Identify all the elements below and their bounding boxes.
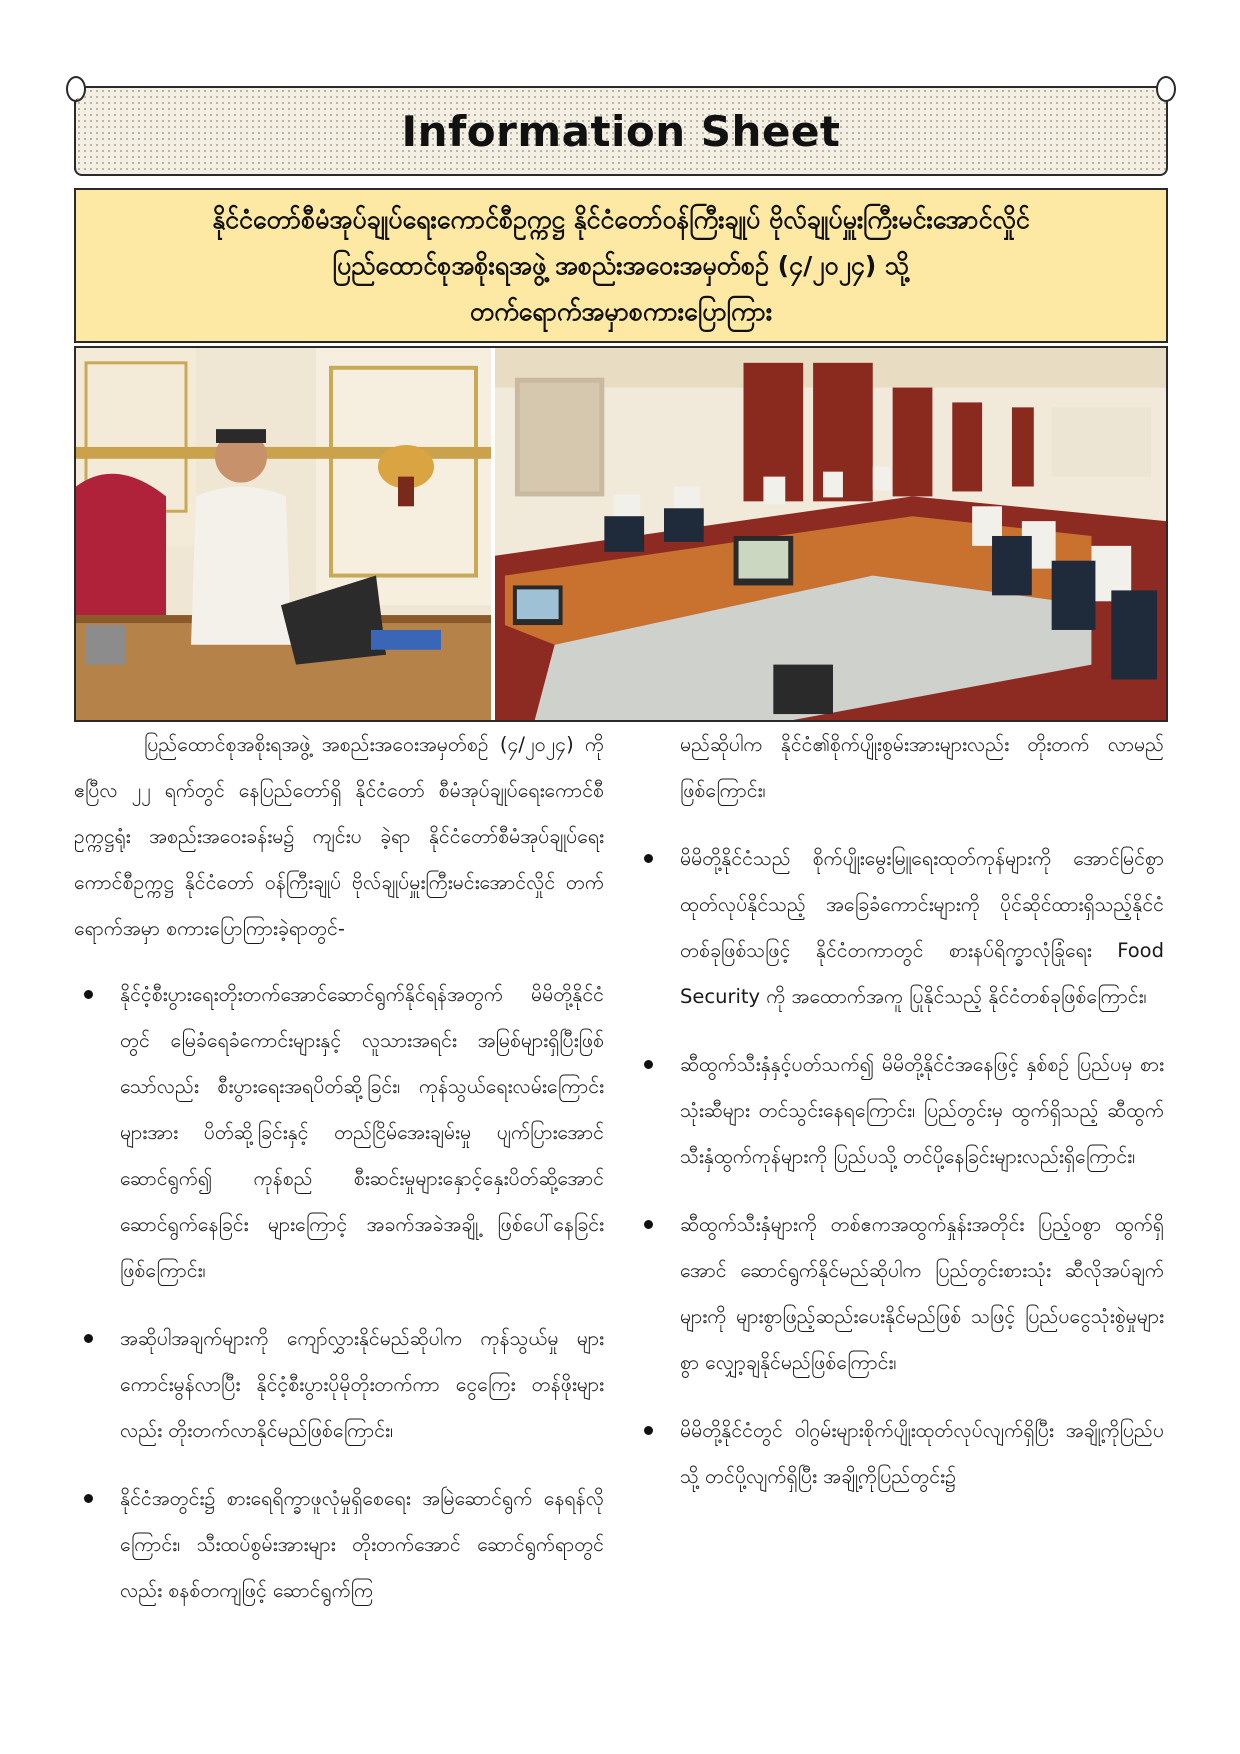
article-left-column <box>74 722 604 1636</box>
photo-meeting-illustration <box>495 348 1166 720</box>
photo-meeting-room <box>495 348 1166 720</box>
headline-line-3: တက်ရောက်အမှာစကားပြောကြား <box>469 296 773 326</box>
intro-paragraph: ပြည်ထောင်စုအစိုးရအဖွဲ့ အစည်းအဝေးအမှတ်စဉ် (၄/၂၀၂၄) ကို ဧပြီလ ၂၂ ရက်တွင် နေပြည်တော်ရှိ နိုင်ငံတော် စီမံအုပ်ချုပ်ရေးကောင်စီဥက္ကဋ္ဌရုံး အစည်းအဝေးခန်းမ၌ ကျင်းပ ခဲ့ရာ နိုင်ငံတော်စီမံအုပ်ချုပ်ရေးကောင်စီဥက္ကဋ္ဌ နိုင်ငံတော် ဝန်ကြီးချုပ် ဗိုလ်ချုပ်မှူးကြီးမင်းအောင်လှိုင် တက်ရောက်အမှာ စကားပြောကြားခဲ့ရာတွင်- <box>74 733 604 940</box>
article-right-column <box>634 722 1164 1522</box>
bullet-item: အဆိုပါအချက်များကို ကျော်လွှားနိုင်မည်ဆိုပါက ကုန်သွယ်မှု များကောင်းမွန်လာပြီး နိုင်ငံ့စီးပွားပိုမိုတိုးတက်ကာ ငွေကြေး တန်ဖိုးများလည်း တိုးတက်လာနိုင်မည်ဖြစ်ကြောင်း၊ <box>74 1316 604 1454</box>
headline-line-1: နိုင်ငံတော်စီမံအုပ်ချုပ်ရေးကောင်စီဥက္ကဋ္ဌ နိုင်ငံတော်ဝန်ကြီးချုပ် ဗိုလ်ချုပ်မှူးကြီးမင်းအောင်လှိုင် <box>212 204 1030 234</box>
photo-strip <box>74 346 1168 722</box>
bullet-item: မိမိတို့နိုင်ငံသည် စိုက်ပျိုးမွေးမြူရေးထုတ်ကုန်များကို အောင်မြင်စွာထုတ်လုပ်နိုင်သည့် အခြေခံကောင်းများကို ပိုင်ဆိုင်ထားရှိသည့်နိုင်ငံတစ်ခုဖြစ်သဖြင့် နိုင်ငံတကာတွင် စားနပ်ရိက္ခာလုံခြုံရေး Food Security ကို အထောက်အကူ ပြုနိုင်သည့် နိုင်ငံတစ်ခုဖြစ်ကြောင်း၊ <box>634 836 1164 1020</box>
scroll-curl-decoration <box>74 98 88 174</box>
photo-chairman-illustration <box>76 348 491 720</box>
bullet-item: နိုင်ငံအတွင်း၌ စားရေရိက္ခာဖူလုံမှုရှိစေရေး အမြဲဆောင်ရွက် နေရန်လိုကြောင်း၊ သီးထပ်စွမ်းအားများ တိုးတက်အောင် ဆောင်ရွက်ရာတွင်လည်း စနစ်တကျဖြင့် ဆောင်ရွက်ကြ <box>74 1476 604 1614</box>
info-sheet-banner <box>74 86 1168 176</box>
bullet-item: နိုင်ငံ့စီးပွားရေးတိုးတက်အောင်ဆောင်ရွက်နိုင်ရန်အတွက် မိမိတို့နိုင်ငံတွင် မြေခံရေခံကောင်းများနှင့် လူသားအရင်း အမြစ်များရှိပြီးဖြစ်သော်လည်း စီးပွားရေးအရပိတ်ဆို့ခြင်း၊ ကုန်သွယ်ရေးလမ်းကြောင်းများအား ပိတ်ဆို့ခြင်းနှင့် တည်ငြိမ်အေးချမ်းမှု ပျက်ပြားအောင်ဆောင်ရွက်၍ ကုန်စည် စီးဆင်းမှုများနှောင့်နှေးပိတ်ဆို့အောင် ဆောင်ရွက်နေခြင်း များကြောင့် အခက်အခဲအချို့ ဖြစ်ပေါ်နေခြင်း ဖြစ်ကြောင်း၊ <box>74 972 604 1294</box>
photo-chairman-speaking <box>76 348 495 720</box>
bullet-item: မိမိတို့နိုင်ငံတွင် ဝါဂွမ်းများစိုက်ပျိုးထုတ်လုပ်လျက်ရှိပြီး အချို့ကိုပြည်ပသို့ တင်ပို့လျက်ရှိပြီး အချို့ကိုပြည်တွင်း၌ <box>634 1408 1164 1500</box>
headline-line-2: ပြည်ထောင်စုအစိုးရအဖွဲ့ အစည်းအဝေးအမှတ်စဉ် (၄/၂၀၂၄) သို့ <box>332 250 910 280</box>
bullet-item: ဆီထွက်သီးနှံနှင့်ပတ်သက်၍ မိမိတို့နိုင်ငံအနေဖြင့် နှစ်စဉ် ပြည်ပမှ စားသုံးဆီများ တင်သွင်းနေရကြောင်း၊ ပြည်တွင်းမှ ထွက်ရှိသည့် ဆီထွက်သီးနှံထွက်ကုန်များကို ပြည်ပသို့ တင်ပို့နေခြင်းများလည်းရှိကြောင်း၊ <box>634 1042 1164 1180</box>
bullet-continuation: မည်ဆိုပါက နိုင်ငံ၏စိုက်ပျိုးစွမ်းအားများလည်း တိုးတက် လာမည်ဖြစ်ကြောင်း၊ <box>680 733 1164 802</box>
banner-title: Information Sheet <box>401 106 841 156</box>
headline-box <box>74 188 1168 343</box>
bullet-item: ဆီထွက်သီးနှံများကို တစ်ဧကအထွက်နှုန်းအတိုင်း ပြည့်ဝစွာ ထွက်ရှိအောင် ဆောင်ရွက်နိုင်မည်ဆိုပါက ပြည်တွင်းစားသုံး ဆီလိုအပ်ချက်များကို များစွာဖြည့်ဆည်းပေးနိုင်မည်ဖြစ် သဖြင့် ပြည်ပငွေသုံးစွဲမှုများစွာ လျှော့ချနိုင်မည်ဖြစ်ကြောင်း၊ <box>634 1202 1164 1386</box>
